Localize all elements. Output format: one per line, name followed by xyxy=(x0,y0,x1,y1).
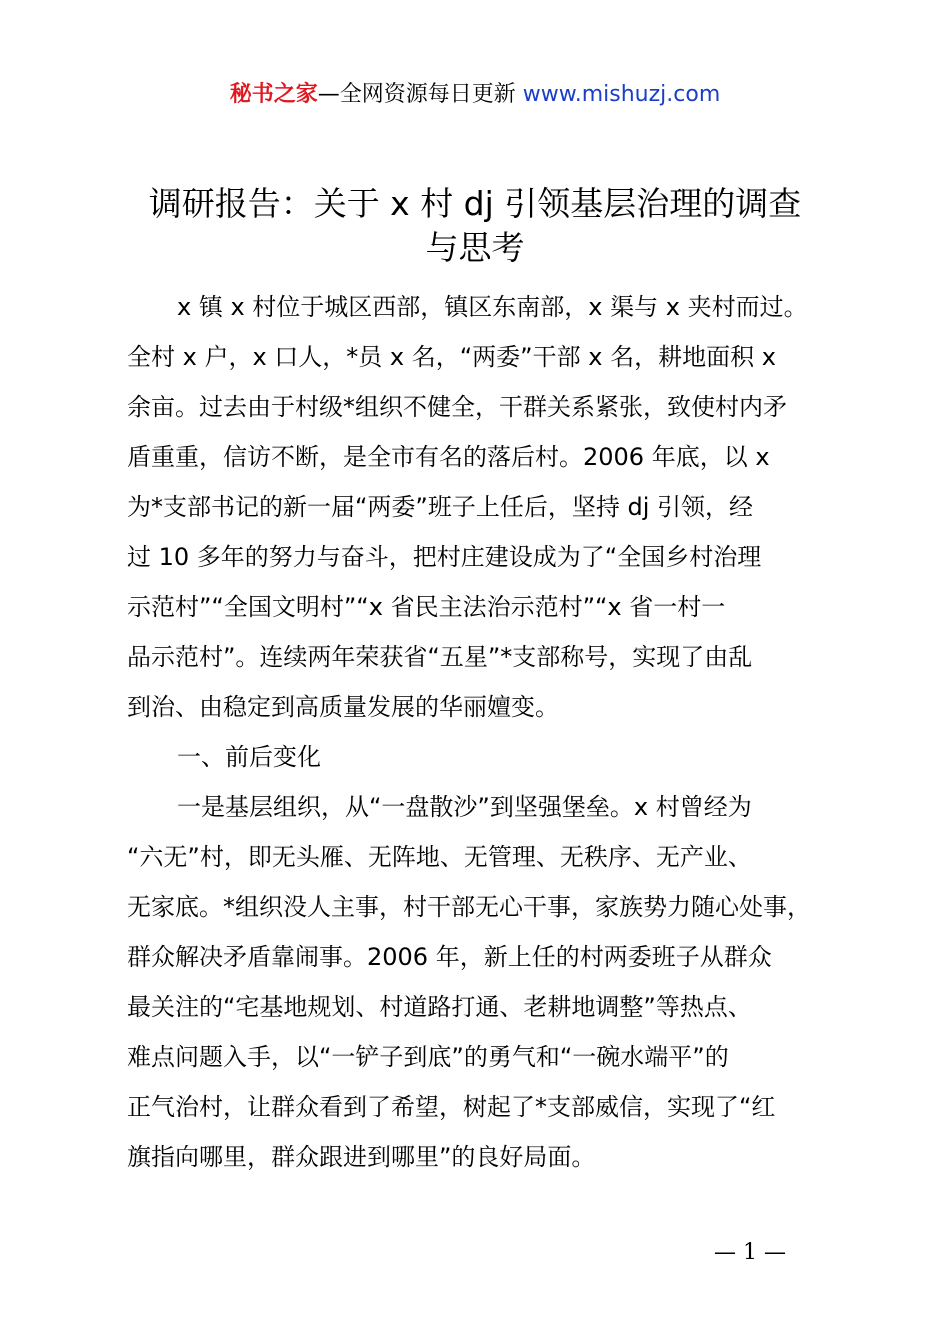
body-line: “六无”村，即无头雁、无阵地、无管理、无秩序、无产业、 xyxy=(127,843,752,871)
body-line: 难点问题入手，以“一铲子到底”的勇气和“一碗水端平”的 xyxy=(127,1043,729,1071)
body-line: 余亩。过去由于村级*组织不健全，干群关系紧张，致使村内矛 xyxy=(127,393,787,421)
body-line: 正气治村，让群众看到了希望，树起了*支部威信，实现了“红 xyxy=(127,1093,776,1121)
body-line: 群众解决矛盾靠闹事。2006 年，新上任的村两委班子从群众 xyxy=(127,943,772,971)
section-heading: 一、前后变化 xyxy=(177,743,321,771)
site-header xyxy=(0,80,950,110)
body-line: 全村 x 户，x 口人，*员 x 名，“两委”干部 x 名，耕地面积 x xyxy=(127,343,776,371)
brand-name: 秘书之家 xyxy=(229,82,318,107)
body-line: 过 10 多年的努力与奋斗，把村庄建设成为了“全国乡村治理 xyxy=(127,543,762,571)
body-line: 最关注的“宅基地规划、村道路打通、老耕地调整”等热点、 xyxy=(127,993,752,1021)
body-line: 示范村”“全国文明村”“x 省民主法治示范村”“x 省一村一 xyxy=(127,593,726,621)
body-line: 无家底。*组织没人主事，村干部无心干事，家族势力随心处事， xyxy=(127,893,811,921)
page-number: — 1 — xyxy=(714,1240,786,1265)
title-line-2: 与思考 xyxy=(425,228,525,267)
title-line-1: 调研报告：关于 x 村 dj 引领基层治理的调查 xyxy=(148,184,802,223)
body-line: 旗指向哪里，群众跟进到哪里”的良好局面。 xyxy=(127,1143,596,1171)
body-line: 为*支部书记的新一届“两委”班子上任后，坚持 dj 引领，经 xyxy=(127,493,754,521)
body-line: 一是基层组织，从“一盘散沙”到坚强堡垒。x 村曾经为 xyxy=(177,793,752,821)
document-title xyxy=(100,182,850,270)
body-line: 到治、由稳定到高质量发展的华丽嬗变。 xyxy=(127,693,559,721)
site-url-link[interactable]: www.mishuzj.com xyxy=(522,82,721,107)
body-line: 盾重重，信访不断，是全市有名的落后村。2006 年底，以 x xyxy=(127,443,770,471)
header-tagline: —全网资源每日更新 xyxy=(317,82,516,107)
document-body xyxy=(127,282,847,1182)
body-line: x 镇 x 村位于城区西部，镇区东南部，x 渠与 x 夹村而过。 xyxy=(177,293,808,321)
body-line: 品示范村”。连续两年荣获省“五星”*支部称号，实现了由乱 xyxy=(127,643,753,671)
